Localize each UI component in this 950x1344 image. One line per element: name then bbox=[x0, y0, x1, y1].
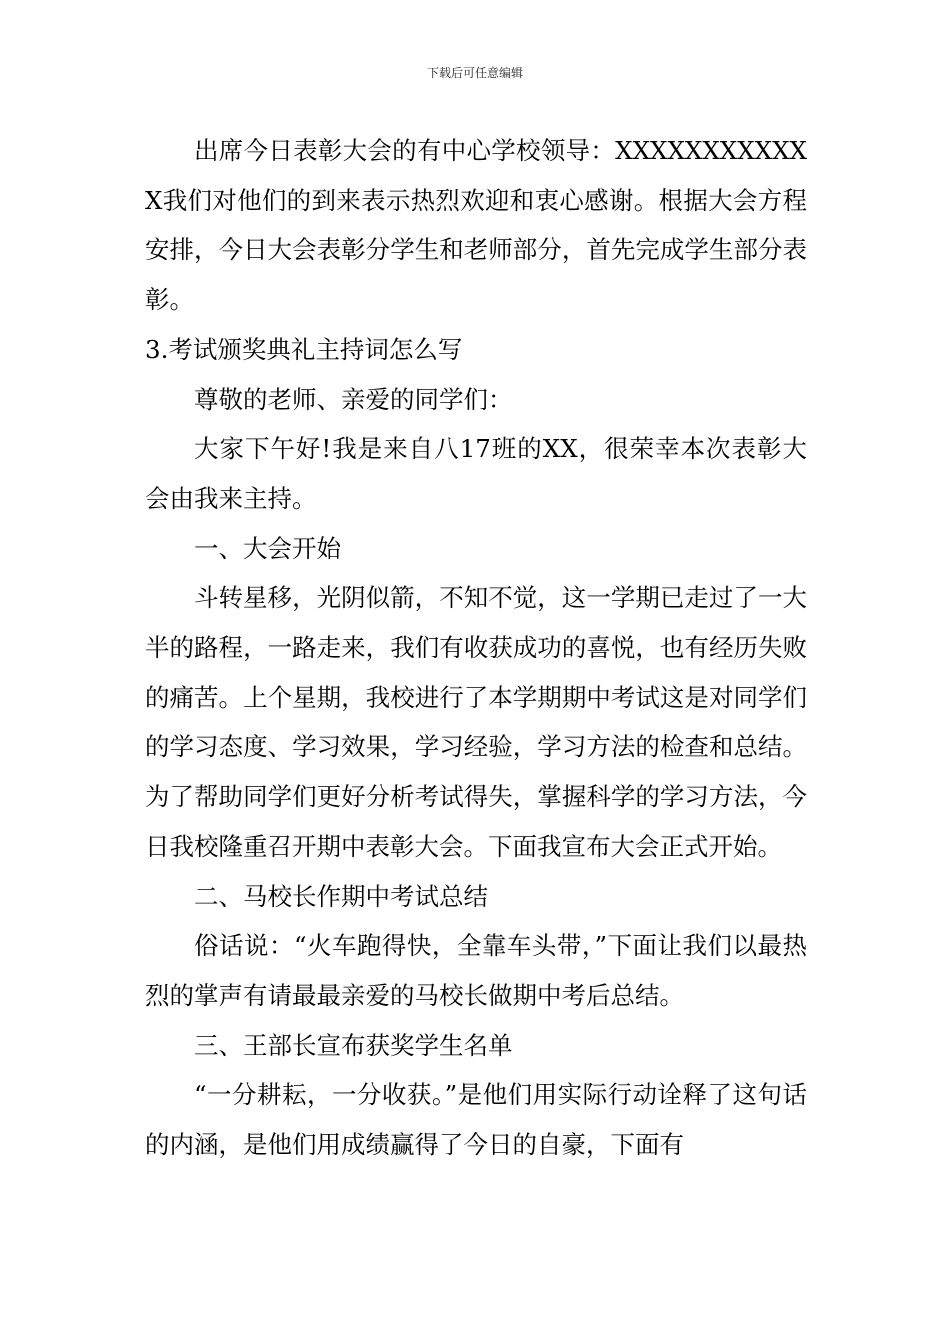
section-heading-award-ceremony: 3.考试颁奖典礼主持词怎么写 bbox=[145, 334, 463, 364]
paragraph-principal-intro: 俗话说：“火车跑得快，全靠车头带，”下面让我们以最热烈的掌声有请最最亲爱的马校长做期中考后总结。 bbox=[145, 931, 807, 1010]
document-body bbox=[145, 126, 807, 1170]
subheading-principal-summary: 二、马校长作期中考试总结 bbox=[194, 881, 488, 911]
paragraph-salutation: 尊敬的老师、亲爱的同学们： bbox=[194, 384, 513, 414]
subheading-award-list: 三、王部长宣布获奖学生名单 bbox=[194, 1030, 513, 1060]
subheading-meeting-start: 一、大会开始 bbox=[194, 533, 341, 563]
paragraph-greeting: 大家下午好!我是来自八17班的XX，很荣幸本次表彰大会由我来主持。 bbox=[145, 434, 807, 513]
paragraph-opening-speech: 斗转星移，光阴似箭，不知不觉，这一学期已走过了一大半的路程，一路走来，我们有收获成功的喜悦，也有经历失败的痛苦。上个星期，我校进行了本学期期中考试这是对同学们的学习态度、学习效果，学习经验，学习方法的检查和总结。为了帮助同学们更好分析考试得失，掌握科学的学习方法，今日我校隆重召开期中表彰大会。下面我宣布大会正式开始。 bbox=[145, 583, 807, 861]
page-header: 下载后可任意编辑 bbox=[426, 66, 523, 80]
paragraph-attending-leaders: 出席今日表彰大会的有中心学校领导：XXXXXXXXXXXX我们对他们的到来表示热烈欢迎和衷心感谢。根据大会方程安排，今日大会表彰分学生和老师部分，首先完成学生部分表彰。 bbox=[145, 136, 807, 315]
paragraph-award-intro: “一分耕耘，一分收获。”是他们用实际行动诠释了这句话的内涵，是他们用成绩赢得了今日的自豪，下面有 bbox=[145, 1080, 807, 1160]
